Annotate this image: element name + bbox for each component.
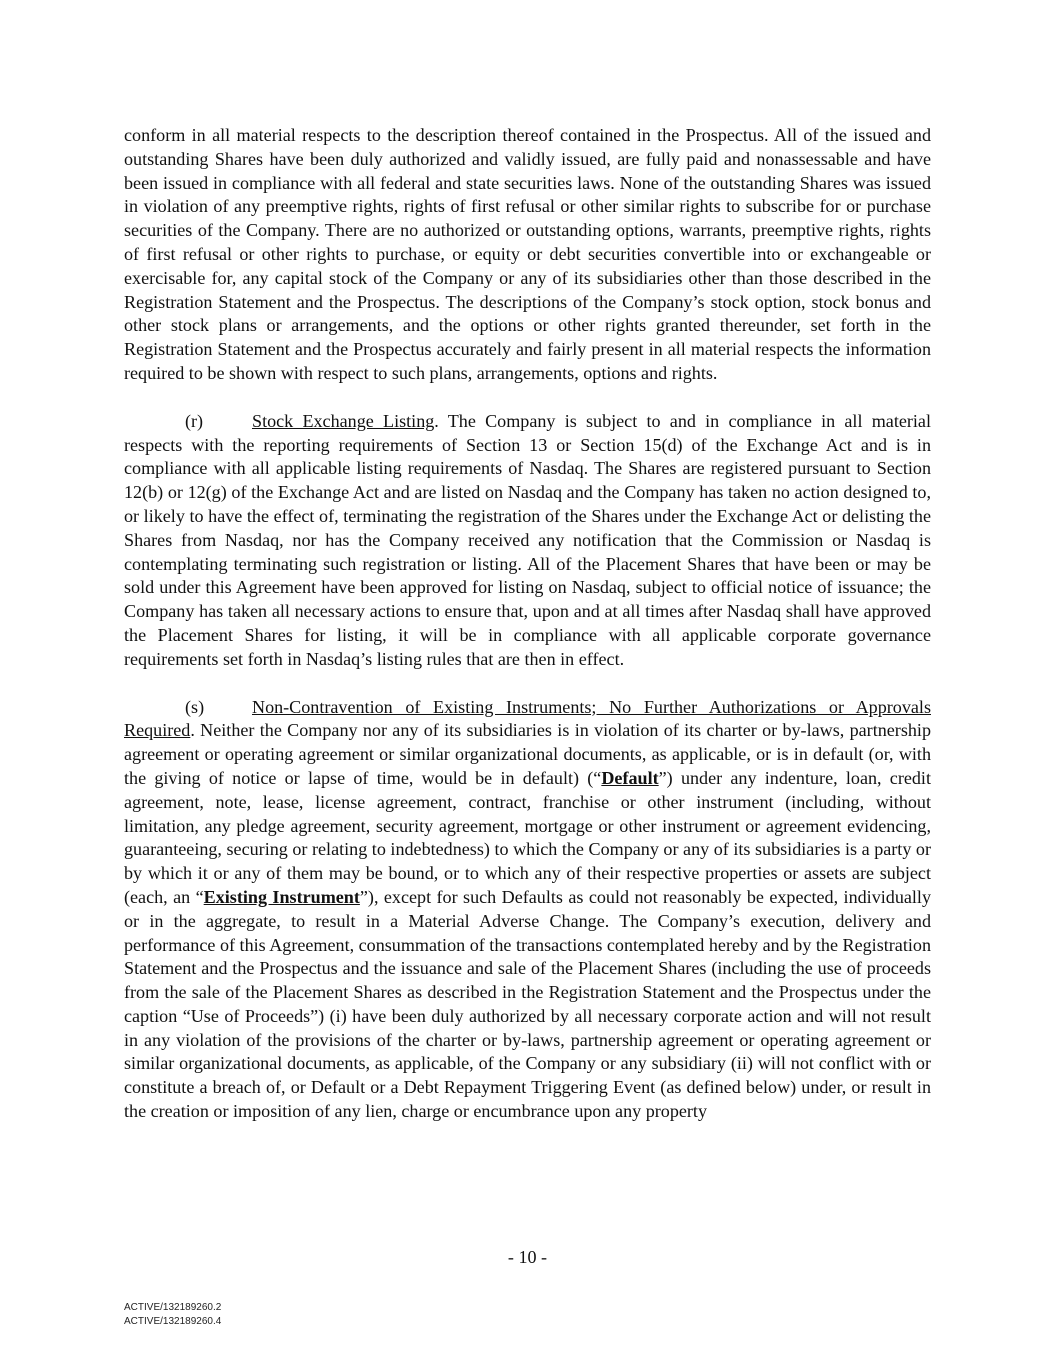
defined-term-existing-instrument: Existing Instrument	[203, 886, 360, 907]
document-footer	[124, 1301, 221, 1329]
continuation-text: conform in all material respects to the description thereof contained in the Prospectus. All of the issued and outstanding Shares have been duly authorized and validly issued, are fully paid and nonassessable and have been issued in compliance with all federal and state securities laws. None of the outstanding Shares was issued in violation of any preemptive rights, rights of first refusal or other similar rights to subscribe for or purchase securities of the Company. There are no authorized or outstanding options, warrants, preemptive rights, rights of first refusal or other rights to purchase, or equity or debt securities convertible into or exchangeable or exercisable for, any capital stock of the Company or any of its subsidiaries other than those described in the Registration Statement and the Prospectus. The descriptions of the Company’s stock option, stock bonus and other stock plans or arrangements, and the options or other rights granted thereunder, set forth in the Registration Statement and the Prospectus accurately and fairly present in all material respects the information required to be shown with respect to such plans, arrangements, options and rights.	[124, 125, 931, 383]
section-s-body-2: ”) under any indenture, loan, credit agreement, note, lease, license agreement, contract, franchise or other instrument (including, without limitation, any pledge agreement, security agreement, mortgage or other instrument or agreement evidencing, guaranteeing, securing or relating to indebtedness) to which the Company or any of its subsidiaries is a party or by which it or any of them may be bound, or to which any of their respective properties or assets are subject (each, an “	[124, 767, 931, 907]
section-s-number: (s)	[185, 696, 205, 717]
section-r-body: . The Company is subject to and in compliance in all material respects with the reporting requirements of Section 13 or Section 15(d) of the Exchange Act and is in compliance with all applicable listing requirements of Nasdaq. The Shares are registered pursuant to Section 12(b) or 12(g) of the Exchange Act and are listed on Nasdaq and the Company has taken no action designed to, or likely to have the effect of, terminating the registration of the Shares under the Exchange Act or delisting the Shares from Nasdaq, nor has the Company received any notification that the Commission or Nasdaq is contemplating terminating such registration or listing. All of the Placement Shares that have been or may be sold under this Agreement have been approved for listing on Nasdaq, subject to official notice of issuance; the Company has taken all necessary actions to ensure that, upon and at all times after Nasdaq shall have approved the Placement Shares for listing, it will be in compliance with all applicable corporate governance requirements set forth in Nasdaq’s listing rules that are then in effect.	[124, 410, 931, 669]
defined-term-default: Default	[601, 767, 659, 788]
section-r-paragraph	[124, 410, 931, 672]
section-s-body-1: . Neither the Company nor any of its subsidiaries is in violation of its charter or by-laws, partnership agreement or operating agreement or similar organizational documents, as applicable, or is in default (or, with the giving of notice or lapse of time, would be in default) (“	[124, 720, 931, 788]
document-body	[124, 124, 931, 1124]
section-r-heading: Stock Exchange Listing	[252, 410, 435, 431]
section-s-heading: Non-Contravention of Existing Instruments; No Further Authorizations or Approvals Required	[124, 696, 931, 741]
footer-doc-id-1: ACTIVE/132189260.2	[124, 1302, 222, 1313]
footer-doc-id-2: ACTIVE/132189260.4	[124, 1316, 222, 1327]
continuation-paragraph	[124, 124, 931, 386]
page-number: - 10 -	[507, 1247, 548, 1267]
section-s-body-3: ”), except for such Defaults as could not reasonably be expected, individually or in the aggregate, to result in a Material Adverse Change. The Company’s execution, delivery and performance of this Agreement, consummation of the transactions contemplated hereby and by the Registration Statement and the Prospectus and the issuance and sale of the Placement Shares (including the use of proceeds from the sale of the Placement Shares as described in the Registration Statement and the Prospectus under the caption “Use of Proceeds”) (i) have been duly authorized by all necessary corporate action and will not result in any violation of the provisions of the charter or by-laws, partnership agreement or operating agreement or similar organizational documents, as applicable, of the Company or any subsidiary (ii) will not conflict with or constitute a breach of, or Default or a Debt Repayment Triggering Event (as defined below) under, or result in the creation or imposition of any lien, charge or encumbrance upon any property	[124, 886, 932, 1122]
section-s-paragraph	[124, 696, 931, 1124]
section-r-number: (r)	[185, 410, 204, 431]
